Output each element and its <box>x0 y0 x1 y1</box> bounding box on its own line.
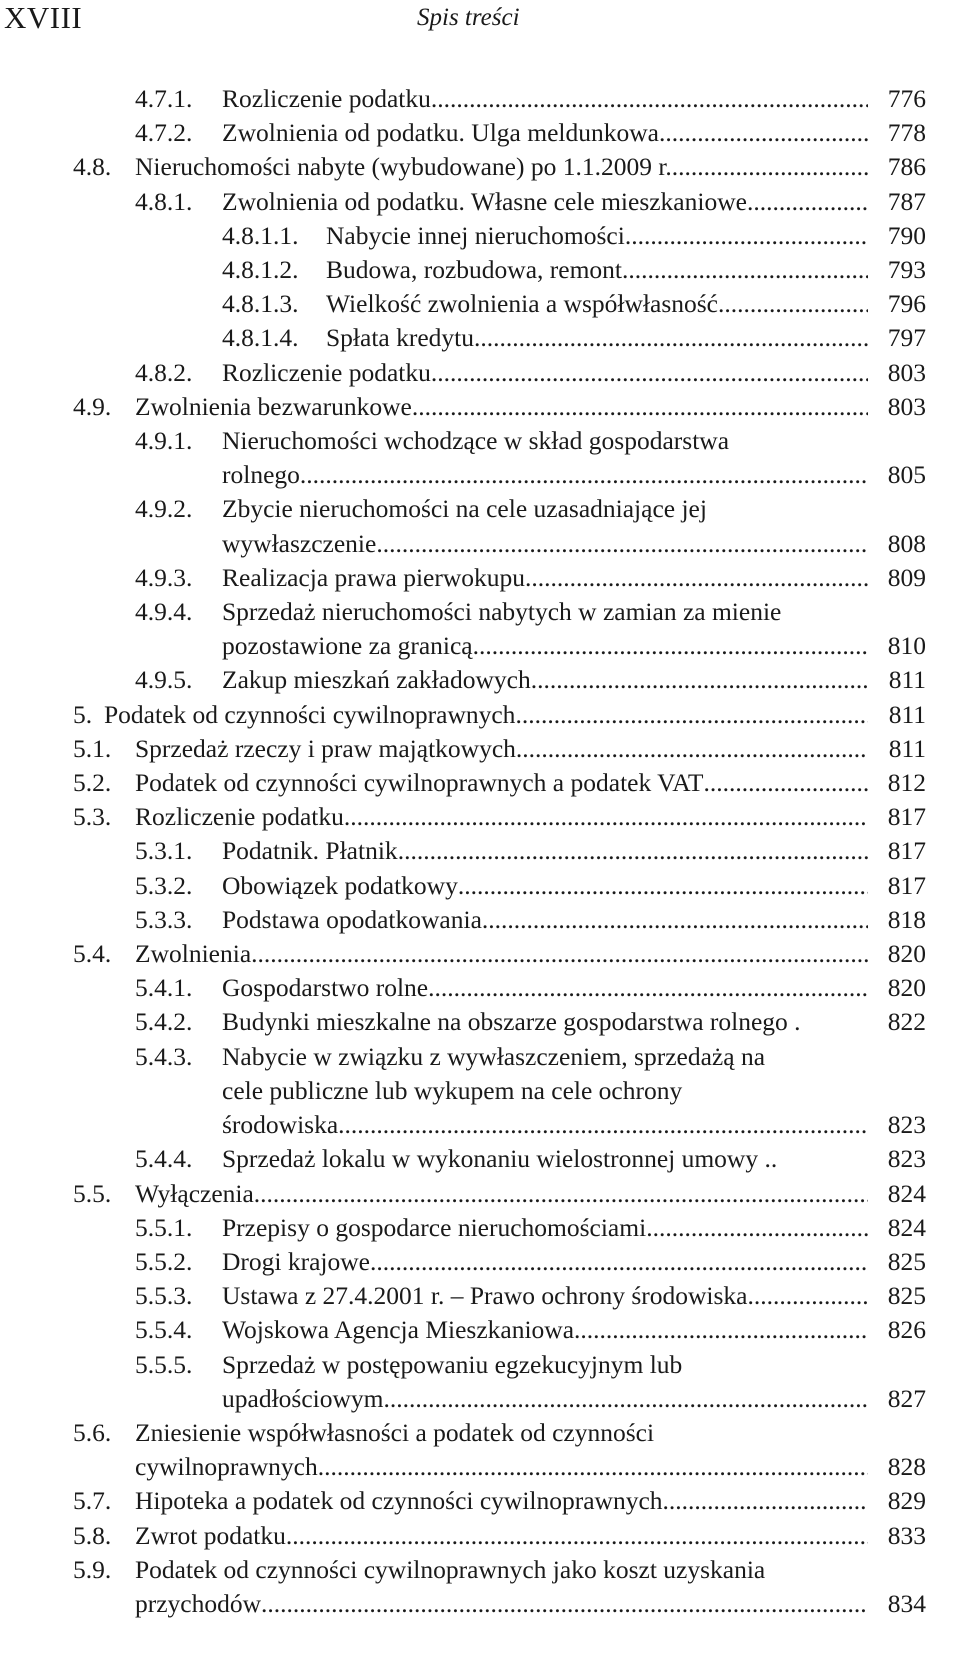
running-title: Spis treści <box>417 4 520 31</box>
toc-entry <box>0 185 960 219</box>
toc-entry-number: 5.3.1. <box>135 836 193 866</box>
toc-entry-page: 820 <box>887 939 926 969</box>
toc-entry-title: Nabycie w związku z wywłaszczeniem, sprzedażą na <box>222 1041 766 1071</box>
toc-entry-title: wywłaszczenie <box>222 528 377 558</box>
toc-entry-title: Podstawa opodatkowania <box>222 904 482 934</box>
toc-entry-page: 776 <box>887 84 926 113</box>
dot-leader <box>525 561 868 595</box>
toc-entry <box>0 1177 960 1211</box>
toc-entry-title: Zakup mieszkań zakładowych <box>222 665 531 695</box>
toc-entry <box>0 390 960 424</box>
dot-leader <box>261 1587 868 1621</box>
toc-entry-title: cele publiczne lub wykupem na cele ochrony <box>222 1075 683 1105</box>
toc-entry-page: 811 <box>888 733 926 763</box>
toc-entry <box>0 663 960 697</box>
toc-entry <box>0 150 960 184</box>
toc-entry-title: Obowiązek podatkowy <box>222 870 458 900</box>
toc-entry-title: przychodów <box>135 1588 262 1618</box>
toc-entry-title: Sprzedaż nieruchomości nabytych w zamian za mienie <box>222 597 782 627</box>
toc-entry-page: 805 <box>887 460 926 490</box>
toc-entry-page: 778 <box>887 118 926 148</box>
dot-leader <box>383 1382 868 1416</box>
toc-entry-number: 5.7. <box>73 1486 112 1516</box>
toc-entry-title: rolnego <box>222 460 300 490</box>
toc-entry-page: 824 <box>887 1178 926 1208</box>
toc-entry-number: 4.9.2. <box>135 494 193 524</box>
toc-entry-number: 5.5.3. <box>135 1281 193 1311</box>
toc-entry-page: 817 <box>887 836 926 866</box>
toc-entry-number: 5.4.1. <box>135 973 193 1003</box>
toc-entry-page: 817 <box>887 870 926 900</box>
toc-entry-page: 826 <box>887 1315 926 1345</box>
toc-entry-number: 5.4.4. <box>135 1144 193 1174</box>
toc-entry-number: 5.5.2. <box>135 1246 193 1276</box>
dot-leader <box>516 732 868 766</box>
toc-entry-number: 5.9. <box>73 1554 112 1584</box>
toc-entry-number: 5.8. <box>73 1520 112 1550</box>
toc-entry-page: 812 <box>887 768 926 798</box>
toc-entry <box>0 356 960 390</box>
toc-entry-title: Zbycie nieruchomości na cele uzasadniające jej <box>222 494 707 524</box>
toc-entry <box>0 253 960 287</box>
toc-entry-title: środowiska <box>222 1110 339 1140</box>
toc-entry <box>0 1040 960 1143</box>
toc-entry-page: 803 <box>887 357 926 387</box>
toc-entry-number: 5.3. <box>73 802 112 832</box>
toc-entry-title: Wielkość zwolnienia a współwłasność <box>326 289 719 319</box>
dot-leader <box>646 1211 868 1245</box>
toc-entry-title: Zwrot podatku <box>135 1520 286 1550</box>
toc-entry-number: 5.1. <box>73 733 112 763</box>
toc-entry-number: 5.4.3. <box>135 1041 193 1071</box>
page-number: XVIII <box>4 0 83 35</box>
toc-entry-title: Zwolnienia bezwarunkowe <box>135 391 412 421</box>
toc-entry-number: 4.9.3. <box>135 562 193 592</box>
toc-entry-page: 829 <box>887 1486 926 1516</box>
toc-entry <box>0 732 960 766</box>
toc-entry-title: Zniesienie współwłasności a podatek od czynności <box>135 1417 655 1447</box>
toc-entry-page: 820 <box>887 973 926 1003</box>
toc-entry-title: Wojskowa Agencja Mieszkaniowa <box>222 1315 575 1345</box>
toc-entry-page: 818 <box>887 904 926 934</box>
toc-entry-title: Zwolnienia od podatku. Własne cele mieszkaniowe <box>222 186 747 216</box>
toc-entry <box>0 971 960 1005</box>
dot-leader <box>370 1245 868 1279</box>
toc-entry-title: Sprzedaż lokalu w wykonaniu wielostronnej umowy .. <box>222 1144 778 1174</box>
table-of-contents <box>0 82 960 1621</box>
toc-entry <box>0 82 960 116</box>
toc-entry-title: Sprzedaż rzeczy i praw majątkowych <box>135 733 516 763</box>
dot-leader <box>703 766 868 800</box>
toc-entry-number: 4.9.4. <box>135 597 193 627</box>
dot-leader <box>300 458 868 492</box>
toc-entry <box>0 766 960 800</box>
toc-entry-page: 827 <box>887 1383 926 1413</box>
toc-entry-title: Nieruchomości wchodzące w skład gospodarstwa <box>222 426 730 456</box>
toc-entry <box>0 1313 960 1347</box>
toc-entry-title: Realizacja prawa pierwokupu <box>222 562 526 592</box>
dot-leader <box>431 356 868 390</box>
toc-entry-title: Sprzedaż w postępowaniu egzekucyjnym lub <box>222 1349 683 1379</box>
toc-entry-title: Podatek od czynności cywilnoprawnych a podatek VAT <box>135 768 704 798</box>
dot-leader <box>672 150 868 184</box>
toc-entry-title: Zwolnienia od podatku. Ulga meldunkowa <box>222 118 659 148</box>
toc-entry-title: Budowa, rozbudowa, remont <box>326 255 623 285</box>
toc-entry <box>0 219 960 253</box>
toc-entry-page: 825 <box>887 1281 926 1311</box>
toc-entry-number: 4.8.1.1. <box>222 220 299 250</box>
toc-entry-number: 5. <box>73 699 93 729</box>
toc-entry-number: 4.9.1. <box>135 426 193 456</box>
toc-entry-number: 5.2. <box>73 768 112 798</box>
dot-leader <box>718 287 868 321</box>
toc-entry <box>0 1142 960 1176</box>
toc-entry <box>0 1416 960 1484</box>
toc-entry-number: 4.8.2. <box>135 357 193 387</box>
toc-entry-title: Spłata kredytu <box>326 323 475 353</box>
page-header <box>0 0 960 40</box>
toc-entry-title: Nabycie innej nieruchomości <box>326 220 625 250</box>
toc-entry <box>0 492 960 560</box>
toc-entry <box>0 116 960 150</box>
toc-entry-title: Podatek od czynności cywilnoprawnych <box>104 699 516 729</box>
toc-entry-page: 787 <box>887 186 926 216</box>
dot-leader <box>625 219 868 253</box>
toc-entry-title: Podatnik. Płatnik <box>222 836 398 866</box>
dot-leader <box>412 390 868 424</box>
toc-entry <box>0 1245 960 1279</box>
toc-entry-title: Hipoteka a podatek od czynności cywilnoprawnych <box>135 1486 663 1516</box>
toc-entry-number: 5.5.1. <box>135 1212 193 1242</box>
toc-entry <box>0 1519 960 1553</box>
toc-entry-number: 4.7.1. <box>135 84 193 113</box>
dot-leader <box>663 1484 868 1518</box>
toc-entry-number: 4.8.1. <box>135 186 193 216</box>
toc-entry-page: 825 <box>887 1246 926 1276</box>
toc-entry-page: 834 <box>887 1588 926 1618</box>
toc-entry <box>0 869 960 903</box>
toc-entry <box>0 1211 960 1245</box>
toc-entry-number: 5.4.2. <box>135 1007 193 1037</box>
dot-leader <box>286 1519 868 1553</box>
toc-entry-number: 5.5.5. <box>135 1349 193 1379</box>
toc-entry-number: 4.9.5. <box>135 665 193 695</box>
toc-entry <box>0 1484 960 1518</box>
toc-entry-page: 833 <box>887 1520 926 1550</box>
toc-entry <box>0 595 960 663</box>
dot-leader <box>251 937 868 971</box>
dot-leader <box>338 1108 868 1142</box>
dot-leader <box>748 1279 868 1313</box>
toc-entry-number: 5.6. <box>73 1417 112 1447</box>
toc-entry-page: 786 <box>887 152 926 182</box>
toc-entry-title: Nieruchomości nabyte (wybudowane) po 1.1.2009 r. <box>135 152 672 182</box>
dot-leader <box>398 834 868 868</box>
toc-entry-number: 5.5. <box>73 1178 112 1208</box>
toc-entry-page: 811 <box>888 699 926 729</box>
dot-leader <box>622 253 868 287</box>
toc-entry-number: 4.8. <box>73 152 112 182</box>
dot-leader <box>747 185 868 219</box>
toc-entry <box>0 937 960 971</box>
toc-entry-page: 823 <box>887 1110 926 1140</box>
toc-entry <box>0 834 960 868</box>
dot-leader <box>344 800 868 834</box>
toc-entry-page: 797 <box>887 323 926 353</box>
toc-entry-page: 803 <box>887 391 926 421</box>
dot-leader <box>254 1177 868 1211</box>
toc-entry-page: 828 <box>887 1452 926 1482</box>
toc-entry <box>0 698 960 732</box>
toc-entry <box>0 424 960 492</box>
toc-entry <box>0 561 960 595</box>
toc-entry <box>0 321 960 355</box>
dot-leader <box>515 698 868 732</box>
toc-entry-number: 5.3.3. <box>135 904 193 934</box>
dot-leader <box>376 527 868 561</box>
toc-entry-page: 810 <box>887 631 926 661</box>
toc-entry-title: pozostawione za granicą <box>222 631 473 661</box>
toc-entry <box>0 1348 960 1416</box>
toc-entry-page: 808 <box>887 528 926 558</box>
toc-entry-title: Drogi krajowe <box>222 1246 370 1276</box>
toc-entry <box>0 1279 960 1313</box>
toc-entry-page: 823 <box>887 1144 926 1174</box>
dot-leader <box>473 629 868 663</box>
toc-entry-title: Wyłączenia <box>135 1178 254 1208</box>
toc-entry-title: Przepisy o gospodarce nieruchomościami <box>222 1212 647 1242</box>
toc-entry-number: 5.5.4. <box>135 1315 193 1345</box>
toc-entry-number: 5.3.2. <box>135 870 193 900</box>
toc-entry-page: 793 <box>887 255 926 285</box>
dot-leader <box>659 116 868 150</box>
toc-entry-title: Zwolnienia <box>135 939 252 969</box>
toc-entry-number: 4.7.2. <box>135 118 193 148</box>
toc-entry-title: upadłościowym <box>222 1383 384 1413</box>
dot-leader <box>428 971 868 1005</box>
toc-entry-title: cywilnoprawnych <box>135 1452 318 1482</box>
toc-entry-title: Budynki mieszkalne na obszarze gospodarstwa rolnego . <box>222 1007 801 1037</box>
toc-entry-title: Gospodarstwo rolne <box>222 973 429 1003</box>
dot-leader <box>458 869 868 903</box>
toc-entry <box>0 1553 960 1621</box>
toc-entry-title: Rozliczenie podatku <box>222 357 431 387</box>
toc-entry <box>0 287 960 321</box>
toc-entry-page: 809 <box>887 562 926 592</box>
toc-entry-page: 824 <box>887 1212 926 1242</box>
dot-leader <box>431 82 868 116</box>
dot-leader <box>482 903 868 937</box>
dot-leader <box>574 1313 868 1347</box>
toc-entry <box>0 1005 960 1039</box>
toc-entry-page: 811 <box>888 665 926 695</box>
toc-entry-page: 822 <box>887 1007 926 1037</box>
toc-entry-title: Podatek od czynności cywilnoprawnych jako koszt uzyskania <box>135 1554 766 1584</box>
toc-entry-title: Rozliczenie podatku <box>135 802 344 832</box>
toc-entry-page: 817 <box>887 802 926 832</box>
toc-entry-page: 796 <box>887 289 926 319</box>
toc-entry <box>0 800 960 834</box>
toc-entry <box>0 903 960 937</box>
dot-leader <box>318 1450 868 1484</box>
toc-entry-number: 4.8.1.2. <box>222 255 299 285</box>
toc-entry-page: 790 <box>887 220 926 250</box>
toc-entry-number: 5.4. <box>73 939 112 969</box>
toc-entry-title: Rozliczenie podatku <box>222 84 431 113</box>
toc-entry-number: 4.9. <box>73 391 112 421</box>
toc-entry-number: 4.8.1.4. <box>222 323 299 353</box>
toc-entry-number: 4.8.1.3. <box>222 289 299 319</box>
dot-leader <box>474 321 868 355</box>
dot-leader <box>531 663 868 697</box>
toc-entry-title: Ustawa z 27.4.2001 r. – Prawo ochrony środowiska <box>222 1281 748 1311</box>
